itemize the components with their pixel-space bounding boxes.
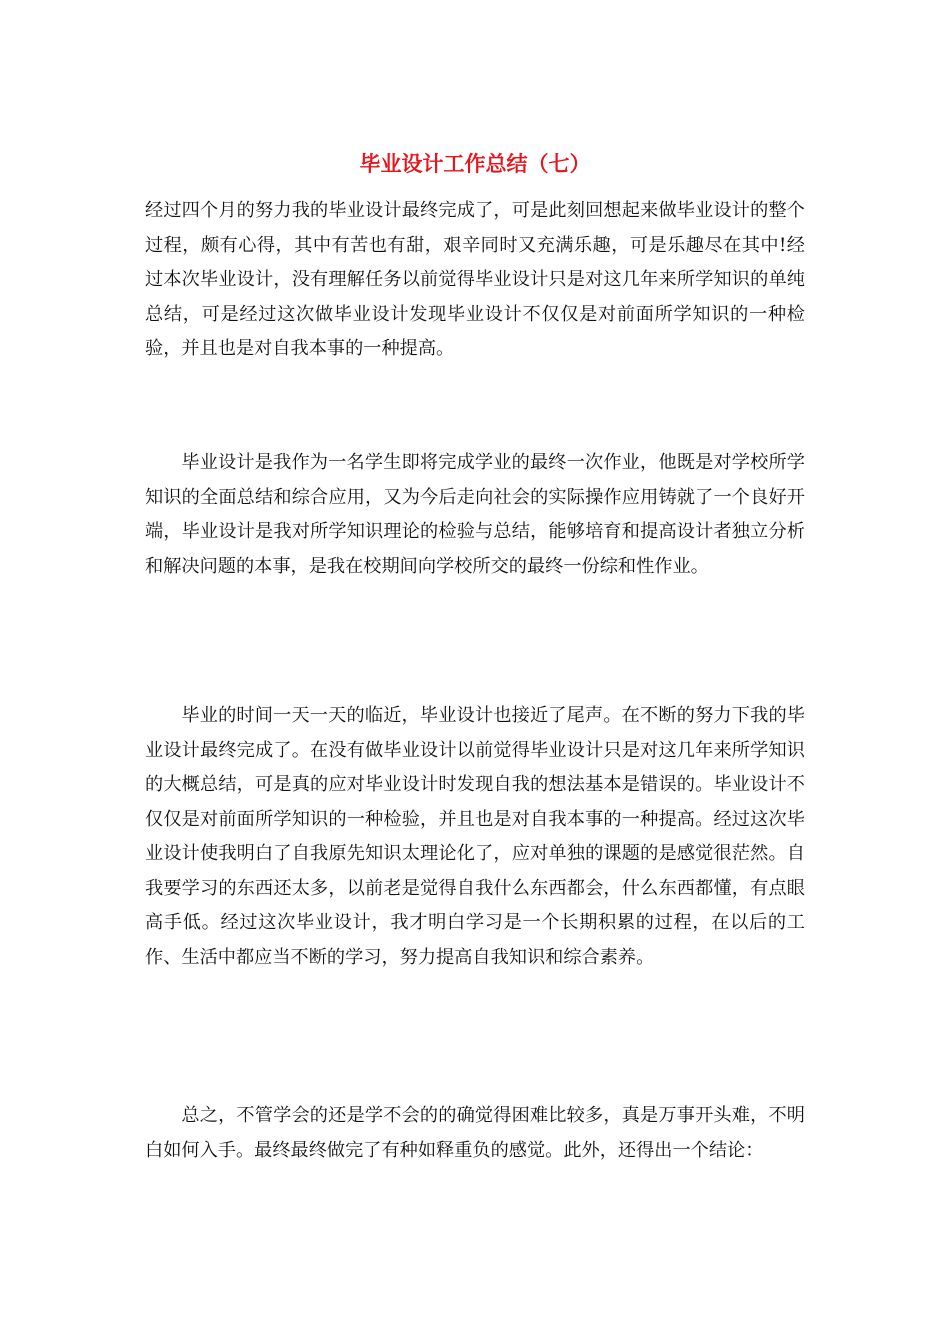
paragraph-4: 总之，不管学会的还是学不会的的确觉得困难比较多，真是万事开头难，不明白如何入手。最终最终做完了有种如释重负的感觉。此外，还得出一个结论： <box>145 1105 805 1161</box>
paragraph-3: 毕业的时间一天一天的临近，毕业设计也接近了尾声。在不断的努力下我的毕业设计最终完成了。在没有做毕业设计以前觉得毕业设计只是对这几年来所学知识的大概总结，可是真的应对毕业设计时发现自我的想法基本是错误的。毕业设计不仅仅是对前面所学知识的一种检验，并且也是对自我本事的一种提高。经过这次毕业设计使我明白了自我原先知识太理论化了，应对单独的课题的是感觉很茫然。自我要学习的东西还太多，以前老是觉得自我什么东西都会，什么东西都懂，有点眼高手低。经过这次毕业设计，我才明白学习是一个长期积累的过程，在以后的工作、生活中都应当不断的学习，努力提高自我知识和综合素养。 <box>145 705 805 968</box>
paragraph-1: 经过四个月的努力我的毕业设计最终完成了，可是此刻回想起来做毕业设计的整个过程，颇有心得，其中有苦也有甜，艰辛同时又充满乐趣，可是乐趣尽在其中!经过本次毕业设计，没有理解任务以前觉得毕业设计只是对这几年来所学知识的单纯总结，可是经过这次做毕业设计发现毕业设计不仅仅是对前面所学知识的一种检验，并且也是对自我本事的一种提高。 <box>145 200 805 359</box>
document-title: 毕业设计工作总结（七） <box>359 151 591 176</box>
paragraph-2: 毕业设计是我作为一名学生即将完成学业的最终一次作业，他既是对学校所学知识的全面总结和综合应用，又为今后走向社会的实际操作应用铸就了一个良好开端，毕业设计是我对所学知识理论的检验与总结，能够培育和提高设计者独立分析和解决问题的本事，是我在校期间向学校所交的最终一份综和性作业。 <box>145 452 805 577</box>
